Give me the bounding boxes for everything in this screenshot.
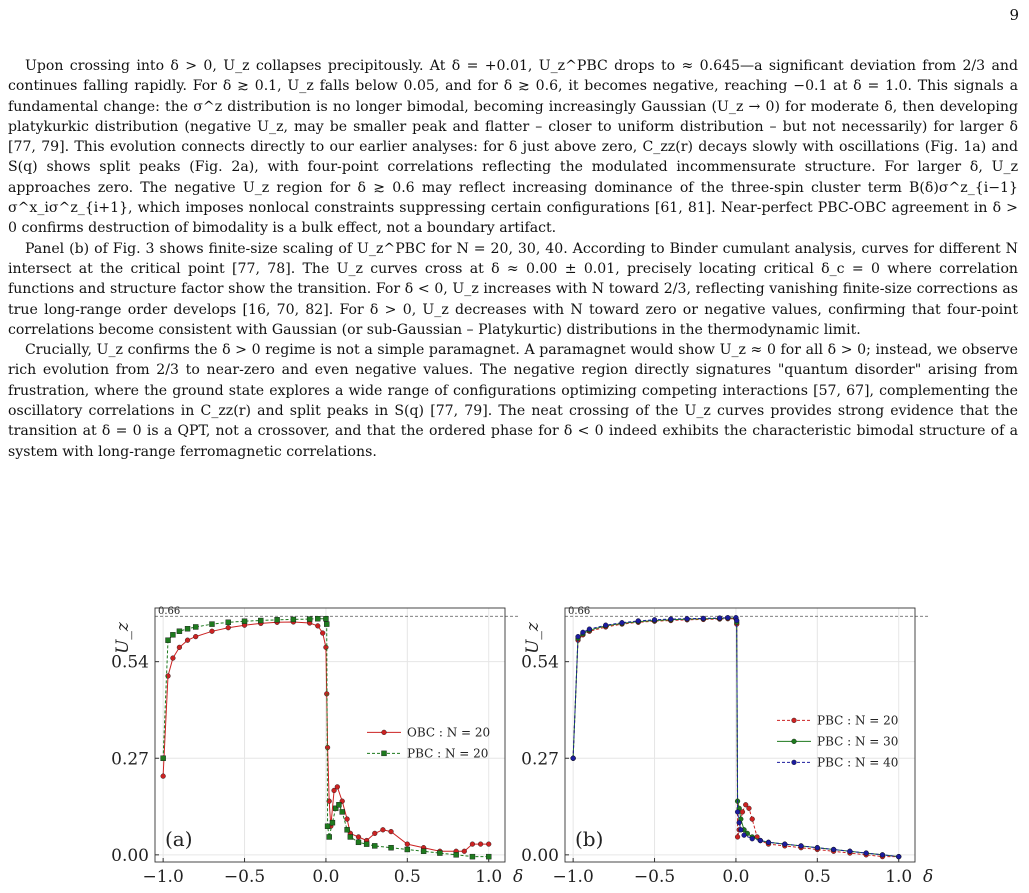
data-point bbox=[325, 824, 330, 829]
data-point bbox=[345, 827, 350, 832]
figure-3 bbox=[100, 600, 934, 893]
panel-label: (a) bbox=[165, 827, 193, 851]
data-point bbox=[193, 624, 198, 629]
data-point bbox=[766, 840, 771, 845]
data-point bbox=[734, 618, 739, 623]
data-point bbox=[177, 629, 182, 634]
y-tick-label: 0.54 bbox=[521, 652, 559, 673]
data-point bbox=[381, 827, 386, 832]
data-point bbox=[171, 656, 176, 661]
data-point bbox=[389, 829, 394, 834]
y-tick-label: 0.54 bbox=[111, 652, 149, 673]
data-point bbox=[620, 620, 625, 625]
y-axis-label: U_z bbox=[113, 622, 133, 654]
y-axis-label: U_z bbox=[523, 622, 543, 654]
legend-label: PBC : N = 20 bbox=[817, 713, 899, 728]
data-point bbox=[735, 835, 740, 840]
data-point bbox=[345, 817, 350, 822]
x-tick-label: 1.0 bbox=[475, 867, 503, 887]
data-point bbox=[356, 835, 361, 840]
x-tick-label: −1.0 bbox=[142, 867, 184, 887]
data-point bbox=[738, 827, 743, 832]
data-point bbox=[185, 626, 190, 631]
data-point bbox=[750, 836, 755, 841]
x-tick-label: −0.5 bbox=[633, 867, 676, 887]
page-number: 9 bbox=[1009, 6, 1019, 24]
data-point bbox=[470, 854, 475, 859]
data-point bbox=[571, 756, 576, 761]
y-tick-label: 0.00 bbox=[111, 845, 149, 866]
data-point bbox=[340, 809, 345, 814]
data-point bbox=[652, 617, 657, 622]
data-point bbox=[307, 617, 312, 622]
data-point bbox=[193, 634, 198, 639]
x-tick-label: 0.0 bbox=[722, 867, 750, 887]
data-point bbox=[896, 854, 901, 859]
data-point bbox=[742, 833, 747, 838]
body-text bbox=[8, 56, 1018, 462]
data-point bbox=[576, 634, 581, 639]
data-point bbox=[799, 844, 804, 849]
legend-marker bbox=[792, 760, 797, 765]
x-tick-label: −0.5 bbox=[223, 867, 266, 887]
data-point bbox=[161, 756, 166, 761]
data-point bbox=[242, 619, 247, 624]
data-point bbox=[750, 817, 755, 822]
data-point bbox=[737, 820, 742, 825]
legend-label: PBC : N = 20 bbox=[407, 746, 489, 761]
data-point bbox=[603, 623, 608, 628]
data-point bbox=[327, 834, 332, 839]
data-point bbox=[356, 840, 361, 845]
data-point bbox=[685, 616, 690, 621]
data-point bbox=[782, 842, 787, 847]
paragraph-2: Panel (b) of Fig. 3 shows finite-size scaling of U_z^PBC for N = 20, 30, 40. According to Binder cumulant analysis, curves for different N intersect at the critical point [77, 78]. The U_z curves cross at δ ≈ 0.00 ± 0.01, precisely locating critical δ_c = 0 where correlation functions and structure factor show the transition. For δ < 0, U_z increases with N toward 2/3, reflecting vanishing finite-size corrections as true long-range order develops [16, 70, 82]. For δ > 0, U_z decreases with N toward zero or negative values, confirming that four-point correlations become consistent with Gaussian (or sub-Gaussian – Platykurtic) distributions in the thermodynamic limit. bbox=[8, 240, 1018, 338]
data-point bbox=[701, 616, 706, 621]
data-point bbox=[725, 615, 730, 620]
data-point bbox=[405, 847, 410, 852]
data-point bbox=[336, 802, 341, 807]
y-tick-label: 0.00 bbox=[521, 845, 559, 866]
data-point bbox=[226, 620, 231, 625]
data-point bbox=[389, 845, 394, 850]
chart-panel-b bbox=[510, 600, 934, 893]
reference-line-label: 0.66 bbox=[568, 606, 591, 618]
legend-label: OBC : N = 20 bbox=[407, 725, 491, 740]
legend-marker bbox=[382, 730, 387, 735]
legend-marker bbox=[792, 739, 797, 744]
data-point bbox=[166, 638, 171, 643]
x-tick-label: −1.0 bbox=[552, 867, 594, 887]
data-point bbox=[815, 845, 820, 850]
chart-panel-a bbox=[100, 600, 524, 893]
paragraph-3: Crucially, U_z confirms the δ > 0 regime is not a simple paramagnet. A paramagnet would show U_z ≈ 0 for all δ > 0; instead, we observe rich evolution from 2/3 to near-zero and even negative values. The negative region directly signatures "quantum disorder" arising from frustration, where the ground state explores a wide range of configurations optimizing competing interactions [57, 67], complementing the oscillatory correlations in C_zz(r) and split peaks in S(q) [77, 79]. The neat crossing of the U_z curves provides strong evidence that the transition at δ = 0 is a QPT, not a crossover, and that the ordered phase for δ < 0 indeed exhibits the characteristic bimodal structure of a system with long-range ferromagnetic correlations. bbox=[8, 342, 1018, 460]
data-point bbox=[831, 847, 836, 852]
data-point bbox=[864, 851, 869, 856]
data-point bbox=[324, 645, 329, 650]
data-point bbox=[315, 623, 320, 628]
data-point bbox=[735, 810, 740, 815]
data-point bbox=[177, 645, 182, 650]
data-point bbox=[421, 849, 426, 854]
data-point bbox=[478, 842, 483, 847]
data-point bbox=[747, 806, 752, 811]
x-axis-label: δ bbox=[513, 867, 524, 887]
data-point bbox=[486, 842, 491, 847]
data-point bbox=[486, 854, 491, 859]
data-point bbox=[437, 851, 442, 856]
data-point bbox=[587, 627, 592, 632]
data-point bbox=[291, 617, 296, 622]
data-point bbox=[454, 852, 459, 857]
reference-line-label: 0.66 bbox=[158, 606, 181, 618]
data-point bbox=[185, 638, 190, 643]
y-tick-label: 0.27 bbox=[521, 749, 559, 770]
data-point bbox=[348, 834, 353, 839]
data-point bbox=[210, 629, 215, 634]
data-point bbox=[758, 838, 763, 843]
legend-label: PBC : N = 40 bbox=[817, 755, 899, 770]
data-point bbox=[372, 843, 377, 848]
x-tick-label: 0.5 bbox=[803, 867, 831, 887]
data-point bbox=[275, 617, 280, 622]
legend-label: PBC : N = 30 bbox=[817, 734, 899, 749]
data-point bbox=[330, 820, 335, 825]
data-point bbox=[209, 622, 214, 627]
data-point bbox=[847, 849, 852, 854]
legend-marker bbox=[792, 718, 797, 723]
x-tick-label: 0.5 bbox=[393, 867, 421, 887]
data-point bbox=[226, 625, 231, 630]
data-point bbox=[462, 849, 467, 854]
data-point bbox=[372, 831, 377, 836]
data-point bbox=[320, 631, 325, 636]
data-point bbox=[323, 616, 328, 621]
data-point bbox=[668, 617, 673, 622]
data-point bbox=[258, 618, 263, 623]
data-point bbox=[636, 618, 641, 623]
data-point bbox=[364, 842, 369, 847]
paragraph-1: Upon crossing into δ > 0, U_z collapses precipitously. At δ = +0.01, U_z^PBC drops to ≈ 0.645—a significant deviation from 2/3 and continues falling rapidly. For δ ≳ 0.1, U_z falls below 0.05, and for δ ≳ 0.6, it becomes negative, reaching −0.1 at δ = 1.0. This signals a fundamental change: the σ^z distribution is no longer bimodal, becoming increasingly Gaussian (U_z → 0) for moderate δ, then developing platykurkic distribution (negative U_z, may be smaller peak and flatter – closer to uniform distribution – but not necessarily) for larger δ [77, 79]. This evolution connects directly to our earlier analyses: for δ just above zero, C_zz(r) decays slowly with oscillations (Fig. 1a) and S(q) shows split peaks (Fig. 2a), with four-point correlations reflecting the modulated incommensurate structure. For larger δ, U_z approaches zero. The negative U_z region for δ ≳ 0.6 may reflect increasing dominance of the three-spin cluster term B(δ)σ^z_{i−1}σ^x_iσ^z_{i+1}, which imposes nonlocal constraints suppressing certain configurations [61, 81]. Near-perfect PBC-OBC agreement in δ > 0 confirms destruction of bimodality is a bulk effect, not a boundary artifact. bbox=[8, 58, 1018, 237]
data-point bbox=[405, 842, 410, 847]
legend-marker bbox=[382, 751, 387, 756]
x-tick-label: 1.0 bbox=[885, 867, 913, 887]
data-point bbox=[315, 616, 320, 621]
data-point bbox=[880, 852, 885, 857]
data-point bbox=[335, 784, 340, 789]
y-tick-label: 0.27 bbox=[111, 749, 149, 770]
data-point bbox=[324, 622, 329, 627]
x-tick-label: 0.0 bbox=[312, 867, 340, 887]
panel-label: (b) bbox=[575, 827, 604, 851]
data-point bbox=[170, 632, 175, 637]
data-point bbox=[717, 616, 722, 621]
x-axis-label: δ bbox=[923, 867, 934, 887]
data-point bbox=[581, 630, 586, 635]
data-point bbox=[161, 774, 166, 779]
data-point bbox=[470, 842, 475, 847]
